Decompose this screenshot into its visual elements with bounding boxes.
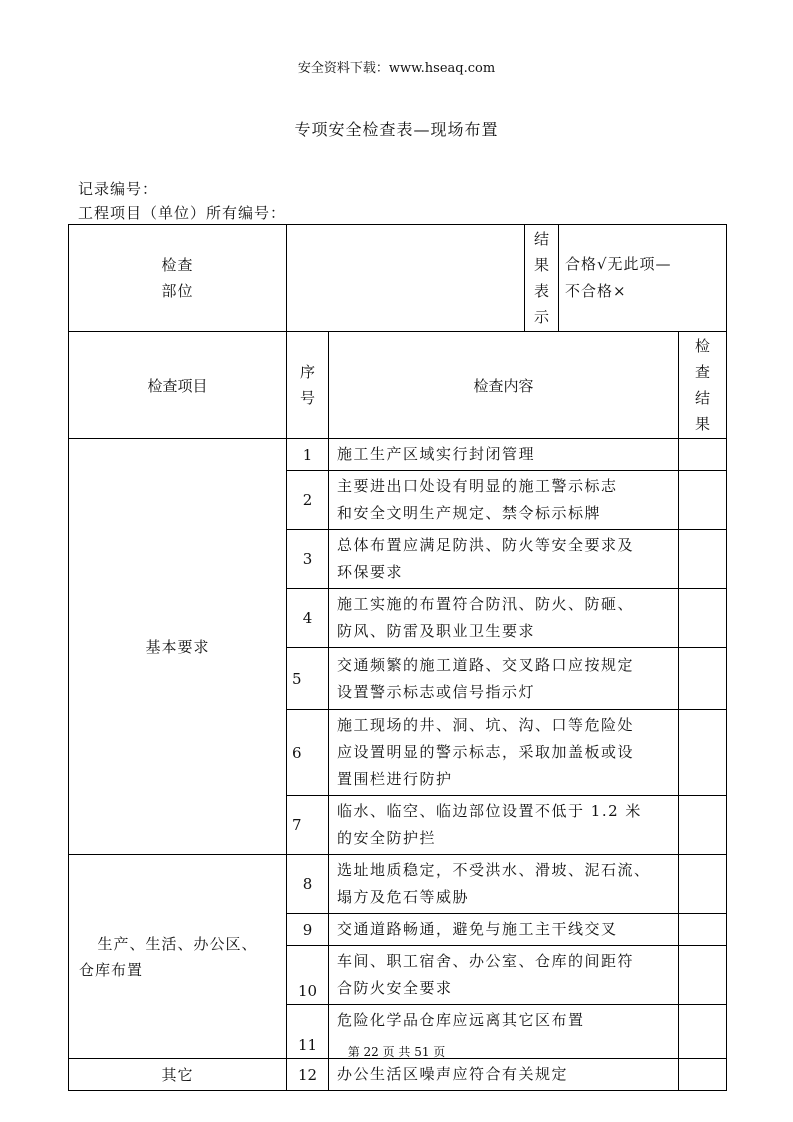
column-header-item: 检查项目 xyxy=(69,332,287,439)
page-header: 安全资料下载：www.hseaq.com xyxy=(297,61,496,76)
page-title: 专项安全检查表—现场布置 xyxy=(294,120,499,139)
check-content: 办公生活区噪声应符合有关规定 xyxy=(329,1059,679,1091)
check-content: 施工现场的井、洞、坑、沟、口等危险处 应设置明显的警示标志，采取加盖板或设 置围栏进行防护 xyxy=(329,710,679,796)
check-result-cell[interactable] xyxy=(679,439,727,471)
column-header-seq: 序 号 xyxy=(287,332,329,439)
check-result-cell[interactable] xyxy=(679,855,727,914)
check-content: 临水、临空、临边部位设置不低于 1.2 米 的安全防护拦 xyxy=(329,796,679,855)
row-number: 5 xyxy=(287,648,329,710)
row-number: 7 xyxy=(287,796,329,855)
project-number-label: 工程项目（单位）所有编号： xyxy=(78,204,287,222)
check-result-cell[interactable] xyxy=(679,914,727,946)
check-content: 选址地质稳定，不受洪水、滑坡、泥石流、 塌方及危石等威胁 xyxy=(329,855,679,914)
row-number: 6 xyxy=(287,710,329,796)
check-content: 交通道路畅通，避免与施工主干线交叉 xyxy=(329,914,679,946)
location-row xyxy=(69,225,727,332)
check-result-cell[interactable] xyxy=(679,471,727,530)
row-number: 12 xyxy=(287,1059,329,1091)
check-result-cell[interactable] xyxy=(679,530,727,589)
row-number: 11 xyxy=(287,1005,329,1059)
page-footer: 第 22 页 共 51 页 xyxy=(347,1045,446,1059)
inspection-location-label: 检查 部位 xyxy=(69,225,287,332)
check-content: 施工实施的布置符合防汛、防火、防砸、 防风、防雷及职业卫生要求 xyxy=(329,589,679,648)
check-result-cell[interactable] xyxy=(679,648,727,710)
result-legend: 合格√无此项— 不合格× xyxy=(559,225,727,332)
row-number: 10 xyxy=(287,946,329,1005)
check-result-cell[interactable] xyxy=(679,946,727,1005)
category-basic-requirements: 基本要求 xyxy=(69,439,287,855)
row-number: 2 xyxy=(287,471,329,530)
row-number: 9 xyxy=(287,914,329,946)
table-row xyxy=(69,855,727,914)
table-row xyxy=(69,1059,727,1091)
check-result-cell[interactable] xyxy=(679,796,727,855)
column-header-result: 检 查 结 果 xyxy=(679,332,727,439)
check-content: 危险化学品仓库应远离其它区布置 xyxy=(329,1005,679,1059)
inspection-table xyxy=(68,224,727,1091)
check-content: 总体布置应满足防洪、防火等安全要求及 环保要求 xyxy=(329,530,679,589)
row-number: 4 xyxy=(287,589,329,648)
check-content: 车间、职工宿舍、办公室、仓库的间距符 合防火安全要求 xyxy=(329,946,679,1005)
record-number-label: 记录编号： xyxy=(78,180,159,198)
check-content: 交通频繁的施工道路、交叉路口应按规定 设置警示标志或信号指示灯 xyxy=(329,648,679,710)
column-header-row xyxy=(69,332,727,439)
check-result-cell[interactable] xyxy=(679,1059,727,1091)
check-result-cell[interactable] xyxy=(679,589,727,648)
row-number: 3 xyxy=(287,530,329,589)
row-number: 8 xyxy=(287,855,329,914)
category-other: 其它 xyxy=(69,1059,287,1091)
check-result-cell[interactable] xyxy=(679,710,727,796)
row-number: 1 xyxy=(287,439,329,471)
result-legend-label: 结 果 表 示 xyxy=(525,225,559,332)
check-content: 施工生产区域实行封闭管理 xyxy=(329,439,679,471)
table-row xyxy=(69,439,727,471)
category-areas-layout: 生产、生活、办公区、 仓库布置 xyxy=(69,855,287,1059)
check-content: 主要进出口处设有明显的施工警示标志 和安全文明生产规定、禁令标示标牌 xyxy=(329,471,679,530)
column-header-content: 检查内容 xyxy=(329,332,679,439)
inspection-location-value[interactable] xyxy=(287,225,525,332)
